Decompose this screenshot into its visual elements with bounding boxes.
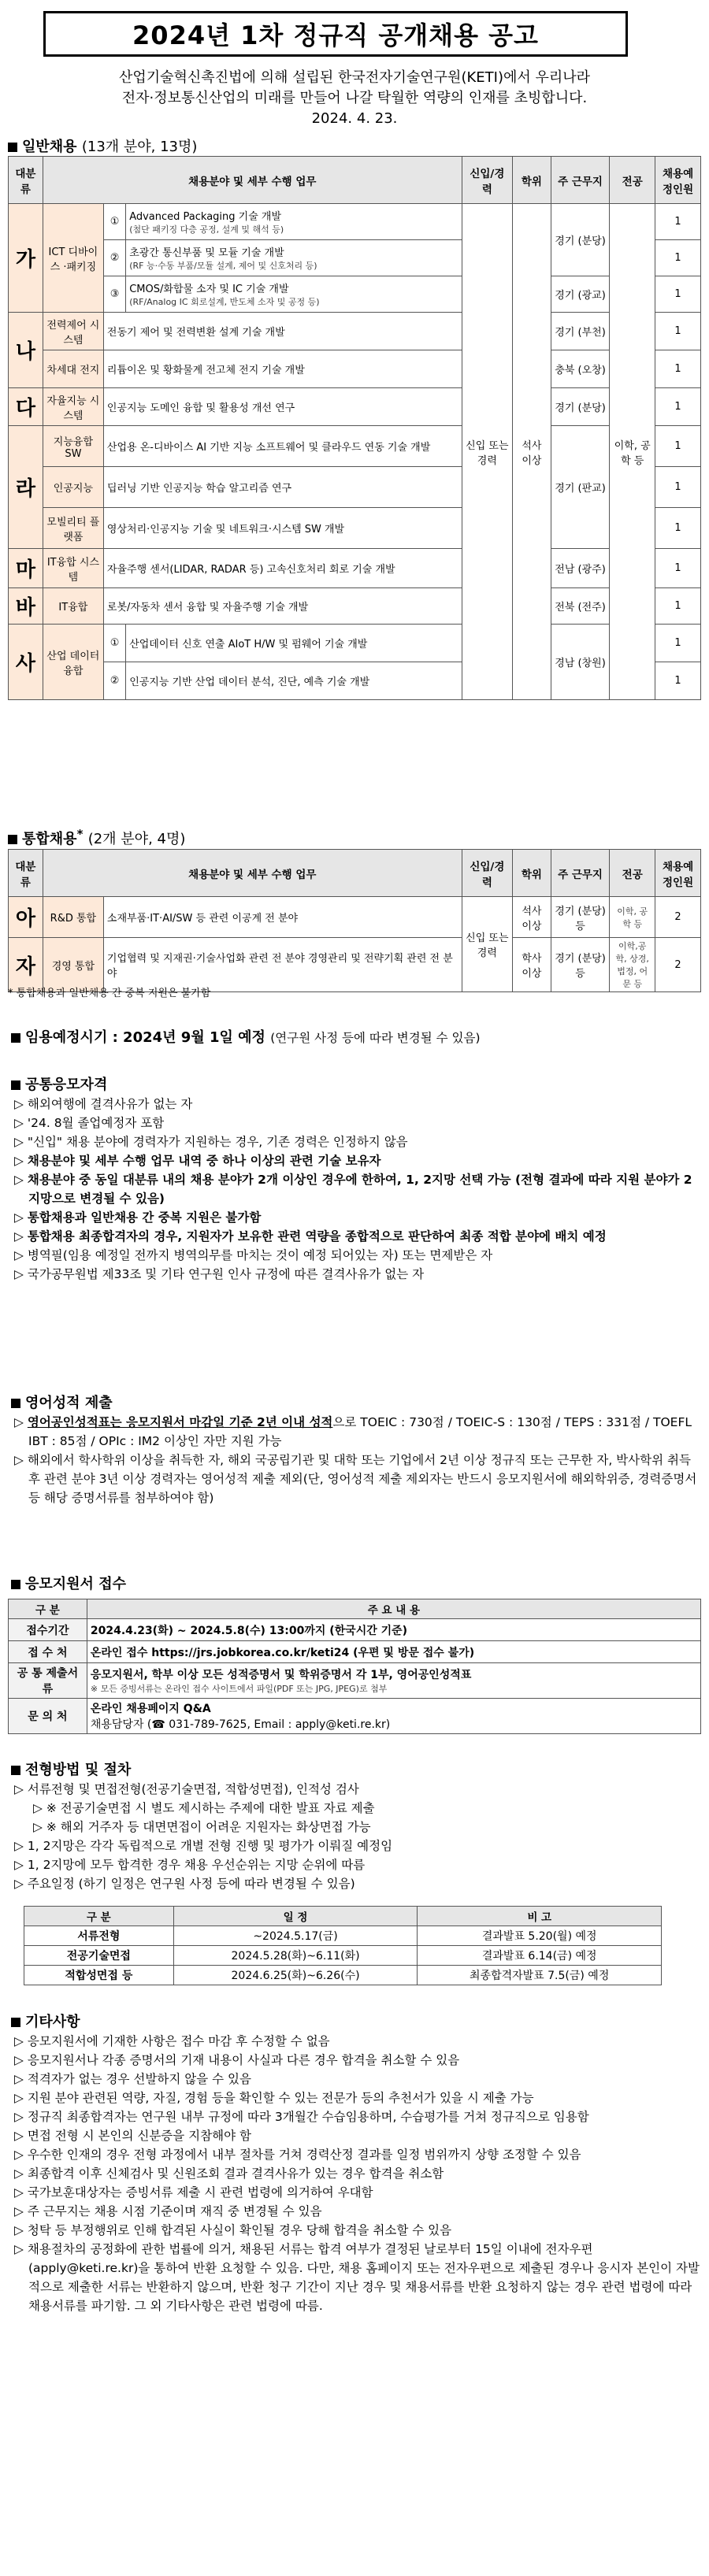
table-header-row	[9, 850, 701, 897]
row-key: 접수기간	[9, 1619, 87, 1641]
stage-cell: 서류전형	[24, 1926, 174, 1946]
row-value: 온라인 접수 https://jrs.jobkorea.co.kr/keti24 (우편 및 방문 접수 불가)	[87, 1641, 700, 1663]
square-bullet-icon	[11, 1399, 20, 1408]
location-cell: 충북 (오창)	[551, 350, 610, 388]
task-cell: 영상처리·인공지능 기술 및 네트워크·시스템 SW 개발	[103, 508, 462, 549]
category-field: 차세대 전지	[43, 350, 103, 388]
table-row	[9, 350, 701, 388]
square-bullet-icon	[11, 1080, 20, 1090]
list-item: ▷ 적격자가 없는 경우 선발하지 않을 수 있음	[14, 2072, 251, 2086]
square-bullet-icon	[8, 143, 17, 152]
col-header: 학위	[512, 850, 551, 897]
table-row	[24, 1926, 662, 1946]
list-item: ▷ 정규직 최종합격자는 연구원 내부 규정에 따라 3개월간 수습임용하며, 수습평가를 거쳐 정규직으로 임용함	[14, 2110, 589, 2124]
english-section	[11, 1394, 701, 1507]
category-letter: 자	[9, 938, 43, 992]
count-cell: 1	[655, 467, 701, 508]
list-item: ▷ 해외여행에 결격사유가 없는 자	[14, 1097, 193, 1111]
appointment-section	[11, 1029, 701, 1047]
table-row	[9, 313, 701, 350]
category-field: 경영 통합	[43, 938, 103, 992]
etc-heading: 기타사항	[25, 2014, 80, 2030]
notice-date: 2024. 4. 23.	[311, 110, 398, 127]
category-letter: 라	[9, 426, 43, 549]
col-header: 채용예정인원	[655, 850, 701, 897]
count-cell: 2	[655, 897, 701, 938]
square-bullet-icon	[8, 835, 17, 844]
count-cell: 1	[655, 662, 701, 700]
list-item: ▷ 채용절차의 공정화에 관한 법률에 의거, 채용된 서류는 합격 여부가 결정된 날로부터 15일 이내에 전자우편(apply@keti.re.kr)을 통하여 반환 요청할 수 있음. 다만, 채용 홈페이지 또는 전자우편으로 제출된 경우나 응시자 본인이 자발적으로 제출한 서류는 반환하지 않으며, 반환 청구 기간이 지난 경우 및 채용서류를 반환 요청하지 않는 경우 관련 법령에 따라 채용서류를 파기함. 그 외 기타사항은 관련 법령에 따름.	[14, 2242, 700, 2313]
general-sub: (13개 분야, 13명)	[81, 139, 198, 155]
category-letter: 가	[9, 204, 43, 313]
row-number: ①	[103, 204, 125, 240]
list-item: ▷ ※ 해외 거주자 등 대면면접이 어려운 지원자는 화상면접 가능	[33, 1820, 371, 1834]
list-item: ▷ ※ 전공기술면접 시 별도 제시하는 주제에 대한 발표 자료 제출	[33, 1801, 375, 1815]
row-number: ②	[103, 240, 125, 276]
table-row	[9, 1619, 701, 1641]
list-item: ▷ 국가보훈대상자는 증빙서류 제출 시 관련 법령에 의거하여 우대함	[14, 2185, 373, 2200]
count-cell: 1	[655, 388, 701, 426]
english-heading: 영어성적 제출	[25, 1395, 113, 1411]
col-header: 학위	[512, 157, 551, 204]
col-header: 대분류	[9, 850, 43, 897]
task-cell: 딥러닝 기반 인공지능 학습 알고리즘 연구	[103, 467, 462, 508]
list-item: ▷ 1, 2지망은 각각 독립적으로 개별 전형 진행 및 평가가 이뤄질 예정임	[14, 1839, 393, 1853]
category-field: R&D 통합	[43, 897, 103, 938]
location-cell: 경기 (분당) 등	[551, 897, 610, 938]
col-header: 일 정	[173, 1907, 418, 1926]
table-row	[9, 388, 701, 426]
task-cell: Advanced Packaging 기술 개발 (첨단 패키징 다층 공정, 설계 및 해석 등)	[126, 204, 462, 240]
table-header-row	[24, 1907, 662, 1926]
integrated-heading: 통합채용* (2개 분야, 4명)	[8, 827, 185, 848]
list-item: ▷ 병역필(임용 예정일 전까지 병역의무를 마치는 것이 예정 되어있는 자) 또는 면제받은 자	[14, 1248, 493, 1262]
process-heading: 전형방법 및 절차	[25, 1762, 132, 1778]
list-item: ▷ 통합채용 최종합격자의 경우, 지원자가 보유한 관련 역량을 종합적으로 판단하여 최종 적합 분야에 배치 예정	[14, 1229, 607, 1244]
location-cell: 전남 (광주)	[551, 549, 610, 588]
task-cell: 초광간 통신부품 및 모듈 기술 개발 (RF 능·수동 부품/모듈 설계, 제어 및 신호처리 등)	[126, 240, 462, 276]
category-letter: 다	[9, 388, 43, 426]
location-cell: 전북 (전주)	[551, 588, 610, 625]
category-letter: 나	[9, 313, 43, 388]
table-row	[9, 276, 701, 313]
list-item: ▷ 1, 2지망에 모두 합격한 경우 채용 우선순위는 지망 순위에 따름	[14, 1858, 366, 1872]
task-cell: 산업용 온-디바이스 AI 기반 지능 소프트웨어 및 클라우드 연동 기술 개발	[103, 426, 462, 467]
task-cell: 기업협력 및 지재권·기술사업화 관련 전 분야 경영관리 및 전략기획 관련 전 분야	[103, 938, 462, 992]
square-bullet-icon	[11, 1766, 20, 1775]
square-bullet-icon	[11, 1033, 20, 1043]
location-cell: 경남 (창원)	[551, 625, 610, 700]
row-key: 접 수 처	[9, 1641, 87, 1663]
list-item: ▷ '24. 8월 졸업예정자 포함	[14, 1116, 165, 1130]
apply-table	[8, 1599, 701, 1734]
row-value: 온라인 채용페이지 Q&A 채용담당자 (☎ 031-789-7625, Email : apply@keti.re.kr)	[87, 1699, 700, 1734]
location-cell: 경기 (분당) 등	[551, 938, 610, 992]
table-row	[9, 1641, 701, 1663]
appointment-label: 임용예정시기 : 2024년 9월 1일 예정	[25, 1029, 265, 1046]
date-cell: 2024.6.25(화)~6.26(수)	[173, 1966, 418, 1985]
count-cell: 1	[655, 240, 701, 276]
process-section	[11, 1761, 701, 1893]
count-cell: 1	[655, 549, 701, 588]
list-item: ▷ 영어공인성적표는 응모지원서 마감일 기준 2년 이내 성적으로 TOEIC : 730점 / TOEIC-S : 130점 / TEPS : 331점 / TOEFL IBT : 85점 / OPIc : IM2 이상인 자만 지원 가능	[14, 1415, 692, 1448]
list-item: ▷ 해외에서 학사학위 이상을 취득한 자, 해외 국공립기관 및 대학 또는 기업에서 2년 이상 정규직 또는 근무한 자, 박사학위 취득 후 관련 분야 3년 이상 경력자는 영어성적 제출 제외(단, 영어성적 제출 제외자는 반드시 응모지원서에 해외학위증, 경력증명서 등 해당 증명서류를 첨부하여야 함)	[14, 1453, 697, 1505]
major-cell: 이학, 공학 등	[610, 204, 655, 700]
count-cell: 1	[655, 625, 701, 662]
category-letter: 마	[9, 549, 43, 588]
col-header: 전공	[610, 157, 655, 204]
remark-cell: 결과발표 5.20(월) 예정	[418, 1926, 662, 1946]
col-header: 채용예정인원	[655, 157, 701, 204]
major-cell: 이학,공학, 상경,법정, 어문 등	[610, 938, 655, 992]
list-item: ▷ 서류전형 및 면접전형(전공기술면접, 적합성면접), 인적성 검사	[14, 1782, 359, 1796]
row-number: ③	[103, 276, 125, 313]
task-cell: 산업데이터 신호 연출 AIoT H/W 및 펌웨어 기술 개발	[126, 625, 462, 662]
intro-line: 산업기술혁신촉진법에 의해 설립된 한국전자기술연구원(KETI)에서 우리나라	[118, 69, 591, 86]
task-cell: CMOS/화합물 소자 및 IC 기술 개발 (RF/Analog IC 회로설계, 반도체 소자 및 공정 등)	[126, 276, 462, 313]
col-header: 채용분야 및 세부 수행 업무	[43, 157, 462, 204]
col-header: 대분류	[9, 157, 43, 204]
task-cell: 로봇/자동차 센서 융합 및 자율주행 기술 개발	[103, 588, 462, 625]
col-header: 전공	[610, 850, 655, 897]
appointment-note: (연구원 사정 등에 따라 변경될 수 있음)	[270, 1031, 481, 1045]
col-header: 주 근무지	[551, 157, 610, 204]
count-cell: 1	[655, 350, 701, 388]
col-header: 비 고	[418, 1907, 662, 1926]
list-item: ▷ 주 근무지는 채용 시점 기준이며 재직 중 변경될 수 있음	[14, 2204, 322, 2218]
square-bullet-icon	[11, 2018, 20, 2027]
table-row	[9, 588, 701, 625]
count-cell: 1	[655, 508, 701, 549]
col-header: 구 분	[9, 1599, 87, 1619]
col-header: 채용분야 및 세부 수행 업무	[43, 850, 462, 897]
col-header: 구 분	[24, 1907, 174, 1926]
square-bullet-icon	[11, 1580, 20, 1589]
stage-cell: 적합성면접 등	[24, 1966, 174, 1985]
location-cell: 경기 (광교)	[551, 276, 610, 313]
page-title: 2024년 1차 정규직 공개채용 공고	[43, 11, 628, 57]
row-value: 응모지원서, 학부 이상 모든 성적증명서 및 학위증명서 각 1부, 영어공인성적표 ※ 모든 증빙서류는 온라인 접수 사이트에서 파일(PDF 또는 JPG, JPEG)로 첨부	[87, 1663, 700, 1699]
etc-section	[11, 2013, 701, 2315]
table-row	[9, 1663, 701, 1699]
list-item: ▷ 응모지원서나 각종 증명서의 기재 내용이 사실과 다른 경우 합격을 취소할 수 있음	[14, 2053, 460, 2067]
location-cell: 경기 (판교)	[551, 426, 610, 549]
count-cell: 1	[655, 204, 701, 240]
list-item: ▷ "신입" 채용 분야에 경력자가 지원하는 경우, 기존 경력은 인정하지 않음	[14, 1135, 408, 1149]
process-list	[11, 1780, 701, 1893]
category-letter: 사	[9, 625, 43, 700]
table-row	[9, 204, 701, 240]
intro	[0, 68, 709, 129]
task-cell: 전동기 제어 및 전력변환 설계 기술 개발	[103, 313, 462, 350]
date-cell: 2024.5.28(화)~6.11(화)	[173, 1946, 418, 1966]
list-item: ▷ 채용분야 중 동일 대분류 내의 채용 분야가 2개 이상인 경우에 한하여, 1, 2지망 선택 가능 (전형 결과에 따라 지원 분야가 2지망으로 변경될 수 있음)	[14, 1173, 692, 1206]
integrated-note: * 통합채용과 일반채용 간 중복 지원은 불가함	[8, 988, 211, 999]
task-cell: 자율주행 센서(LIDAR, RADAR 등) 고속신호처리 회로 기술 개발	[103, 549, 462, 588]
count-cell: 1	[655, 313, 701, 350]
category-field: 전력제어 시스템	[43, 313, 103, 350]
location-cell: 경기 (분당)	[551, 204, 610, 276]
table-row	[24, 1966, 662, 1985]
category-field: 산업 데이터 융합	[43, 625, 103, 700]
table-row	[9, 897, 701, 938]
col-header: 주 요 내 용	[87, 1599, 700, 1619]
requirements-section	[11, 1076, 701, 1284]
row-key: 공 통 제출서류	[9, 1663, 87, 1699]
integrated-table	[8, 849, 701, 992]
major-cell: 이학, 공학 등	[610, 897, 655, 938]
intro-line: 전자·정보통신산업의 미래를 만들어 나갈 탁월한 역량의 인재를 초빙합니다.	[121, 90, 588, 106]
list-item: ▷ 청탁 등 부정행위로 인해 합격된 사실이 확인될 경우 당해 합격을 취소할 수 있음	[14, 2223, 452, 2237]
schedule-table	[24, 1906, 662, 1985]
row-number: ②	[103, 662, 125, 700]
count-cell: 1	[655, 588, 701, 625]
category-letter: 아	[9, 897, 43, 938]
remark-cell: 결과발표 6.14(금) 예정	[418, 1946, 662, 1966]
category-field: IT융합	[43, 588, 103, 625]
table-row	[24, 1946, 662, 1966]
integrated-sub: (2개 분야, 4명)	[87, 831, 186, 847]
apply-heading: 응모지원서 접수	[25, 1576, 126, 1592]
list-item: ▷ 주요일정 (하기 일정은 연구원 사정 등에 따라 변경될 수 있음)	[14, 1877, 355, 1891]
degree-cell: 석사 이상	[512, 204, 551, 700]
requirements-heading: 공통응모자격	[25, 1077, 108, 1093]
general-table	[8, 156, 701, 700]
list-item: ▷ 채용분야 및 세부 수행 업무 내역 중 하나 이상의 관련 기술 보유자	[14, 1154, 381, 1168]
date-cell: ~2024.5.17(금)	[173, 1926, 418, 1946]
apply-section	[11, 1575, 701, 1594]
task-cell: 인공지능 도메인 융합 및 활용성 개선 연구	[103, 388, 462, 426]
list-item: ▷ 응모지원서에 기재한 사항은 접수 마감 후 수정할 수 없음	[14, 2034, 330, 2048]
col-header: 주 근무지	[551, 850, 610, 897]
table-row	[9, 426, 701, 467]
count-cell: 2	[655, 938, 701, 992]
table-row	[9, 549, 701, 588]
location-cell: 경기 (분당)	[551, 388, 610, 426]
list-item: ▷ 통합채용과 일반채용 간 중복 지원은 불가함	[14, 1210, 262, 1225]
remark-cell: 최종합격자발표 7.5(금) 예정	[418, 1966, 662, 1985]
etc-list	[11, 2032, 701, 2315]
list-item: ▷ 우수한 인재의 경우 전형 과정에서 내부 절차를 거쳐 경력산정 결과를 일정 범위까지 상향 조정할 수 있음	[14, 2148, 581, 2162]
count-cell: 1	[655, 426, 701, 467]
list-item: ▷ 면접 전형 시 본인의 신분증을 지참해야 함	[14, 2129, 251, 2143]
category-field: 인공지능	[43, 467, 103, 508]
category-field: ICT 디바이스 ·패키징	[43, 204, 103, 313]
location-cell: 경기 (부천)	[551, 313, 610, 350]
task-cell: 리튬이온 및 황화물계 전고체 전지 기술 개발	[103, 350, 462, 388]
requirements-list	[11, 1095, 701, 1284]
list-item: ▷ 국가공무원법 제33조 및 기타 연구원 인사 규정에 따른 결격사유가 없는 자	[14, 1267, 425, 1281]
table-header-row	[9, 157, 701, 204]
category-letter: 바	[9, 588, 43, 625]
col-header: 신입/경력	[462, 850, 512, 897]
list-item: ▷ 지원 분야 관련된 역량, 자질, 경험 등을 확인할 수 있는 전문가 등의 추천서가 있을 시 제출 가능	[14, 2091, 534, 2105]
category-field: 지능융합 SW	[43, 426, 103, 467]
table-header-row	[9, 1599, 701, 1619]
category-field: IT융합 시스템	[43, 549, 103, 588]
task-cell: 소재부품·IT·AI/SW 등 관련 이공계 전 분야	[103, 897, 462, 938]
degree-cell: 석사 이상	[512, 897, 551, 938]
count-cell: 1	[655, 276, 701, 313]
list-item: ▷ 최종합격 이후 신체검사 및 신원조회 결과 결격사유가 있는 경우 합격을 취소함	[14, 2166, 444, 2181]
col-header: 신입/경력	[462, 157, 512, 204]
row-number: ①	[103, 625, 125, 662]
table-row	[9, 625, 701, 662]
task-cell: 인공지능 기반 산업 데이터 분석, 진단, 예측 기술 개발	[126, 662, 462, 700]
stage-cell: 전공기술면접	[24, 1946, 174, 1966]
category-field: 자율지능 시스템	[43, 388, 103, 426]
degree-cell: 학사 이상	[512, 938, 551, 992]
table-row	[9, 1699, 701, 1734]
row-key: 문 의 처	[9, 1699, 87, 1734]
general-heading: 일반채용 (13개 분야, 13명)	[8, 135, 197, 156]
row-value: 2024.4.23(화) ~ 2024.5.8(수) 13:00까지 (한국시간 기준)	[87, 1619, 700, 1641]
career-cell: 신입 또는 경력	[462, 204, 512, 700]
category-field: 모빌리티 플랫폼	[43, 508, 103, 549]
career-cell: 신입 또는 경력	[462, 897, 512, 992]
